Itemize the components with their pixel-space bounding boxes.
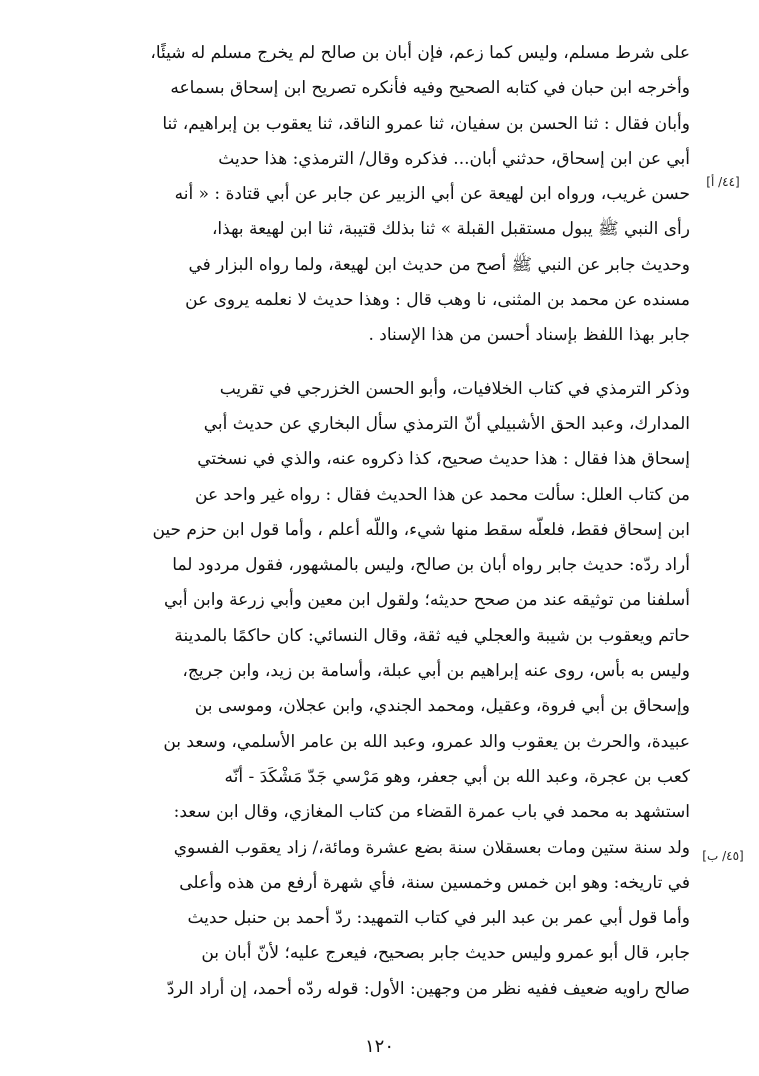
- text-line: جابر بهذا اللفظ بإسناد أحسن من هذا الإسناد .: [368, 325, 690, 346]
- text-line: كعب بن عجرة، وعبد الله بن أبي جعفر، وهو مَرْسي جَدّ مَشْكَدَ - أنّه: [224, 766, 690, 787]
- text-line: ولد سنة ستين ومات بعسقلان سنة بضع عشرة ومائة،/ زاد يعقوب الفسوي: [173, 837, 690, 858]
- text-line: المدارك، وعبد الحق الأشبيلي أنّ الترمذي سأل البخاري عن حديث أبي: [203, 413, 690, 434]
- text-line: من كتاب العلل: سألت محمد عن هذا الحديث فقال : رواه غير واحد عن: [195, 484, 690, 505]
- text-line: إسحاق هذا فقال : هذا حديث صحيح، كذا ذكروه عنه، والذي في نسختي: [197, 449, 690, 470]
- text-line: أراد ردّه: حديث جابر رواه أبان بن صالح، وليس بالمشهور، فقول مردود لما: [172, 555, 690, 576]
- text-line: أبي عن ابن إسحاق، حدثني أبان... فذكره وقال/ الترمذي: هذا حديث: [218, 148, 690, 169]
- text-line: في تاريخه: وهو ابن خمس وخمسين سنة، فأي شهرة أرفع من هذه وأعلى: [179, 872, 690, 893]
- text-line: ابن إسحاق فقط، فلعلّه سقط منها شيء، واللّه أعلم ، وأما قول ابن حزم حين: [152, 519, 690, 540]
- text-line: وحديث جابر عن النبي ﷺ أصح من حديث ابن لهيعة، ولما رواه البزار في: [188, 254, 690, 275]
- text-line: وليس به بأس، روى عنه إبراهيم بن أبي عبلة، وأسامة بن زيد، وابن جريج،: [182, 661, 690, 682]
- page-number: ١٢٠: [364, 1036, 394, 1057]
- paragraph-1: [70, 36, 690, 354]
- paragraph-gap: [70, 354, 690, 372]
- text-line: وإسحاق بن أبي فروة، وعقيل، ومحمد الجندي، وابن عجلان، وموسى بن: [194, 696, 690, 717]
- text-line: على شرط مسلم، وليس كما زعم، فإن أبان بن صالح لم يخرج مسلم له شيئًا،: [150, 43, 690, 63]
- text-line: أسلفنا من توثيقه عند من صحح حديثه؛ ولقول ابن معين وأبي زرعة وابن أبي: [164, 590, 690, 611]
- text-line: صالح راويه ضعيف ففيه نظر من وجهين: الأول: قوله ردّه أحمد، إن أراد الردّ: [166, 978, 690, 999]
- text-line: رأى النبي ﷺ يبول مستقبل القبلة » ثنا بذلك قتيبة، ثنا ابن لهيعة بهذا،: [211, 219, 690, 240]
- text-line: حاتم ويعقوب بن شيبة والعجلي فيه ثقة، وقال النسائي: كان حاكمًا بالمدينة: [174, 625, 690, 646]
- paragraph-2: [70, 372, 690, 1007]
- text-line: وأخرجه ابن حبان في كتابه الصحيح وفيه فأنكره تصريح ابن إسحاق بسماعه: [170, 78, 690, 99]
- text-line: وذكر الترمذي في كتاب الخلافيات، وأبو الحسن الخزرجي في تقريب: [219, 378, 690, 399]
- text-line: وأبان فقال : ثنا الحسن بن سفيان، ثنا عمرو الناقد، ثنا يعقوب بن إبراهيم، ثنا: [162, 113, 690, 134]
- margin-folio-note: [٤٤/ أ]: [706, 175, 740, 189]
- text-line: حسن غريب، ورواه ابن لهيعة عن أبي الزبير عن جابر عن أبي قتادة : « أنه: [174, 184, 690, 205]
- main-text: [70, 36, 690, 1007]
- text-line: استشهد به محمد في باب عمرة القضاء من كتاب المغازي، وقال ابن سعد:: [173, 802, 690, 823]
- text-line: جابر، قال أبو عمرو وليس حديث جابر بصحيح، فيعرج عليه؛ لأنّ أبان بن: [201, 943, 690, 964]
- text-line: مسنده عن محمد بن المثنى، نا وهب قال : وهذا حديث لا نعلمه يروى عن: [185, 290, 690, 311]
- text-line: وأما قول أبي عمر بن عبد البر في كتاب التمهيد: ردّ أحمد بن حنبل حديث: [187, 908, 690, 929]
- text-line: عبيدة، والحرث بن يعقوب والد عمرو، وعبد الله بن عامر الأسلمي، وسعد بن: [163, 731, 690, 752]
- margin-folio-note: [٤٥/ ب]: [702, 849, 744, 863]
